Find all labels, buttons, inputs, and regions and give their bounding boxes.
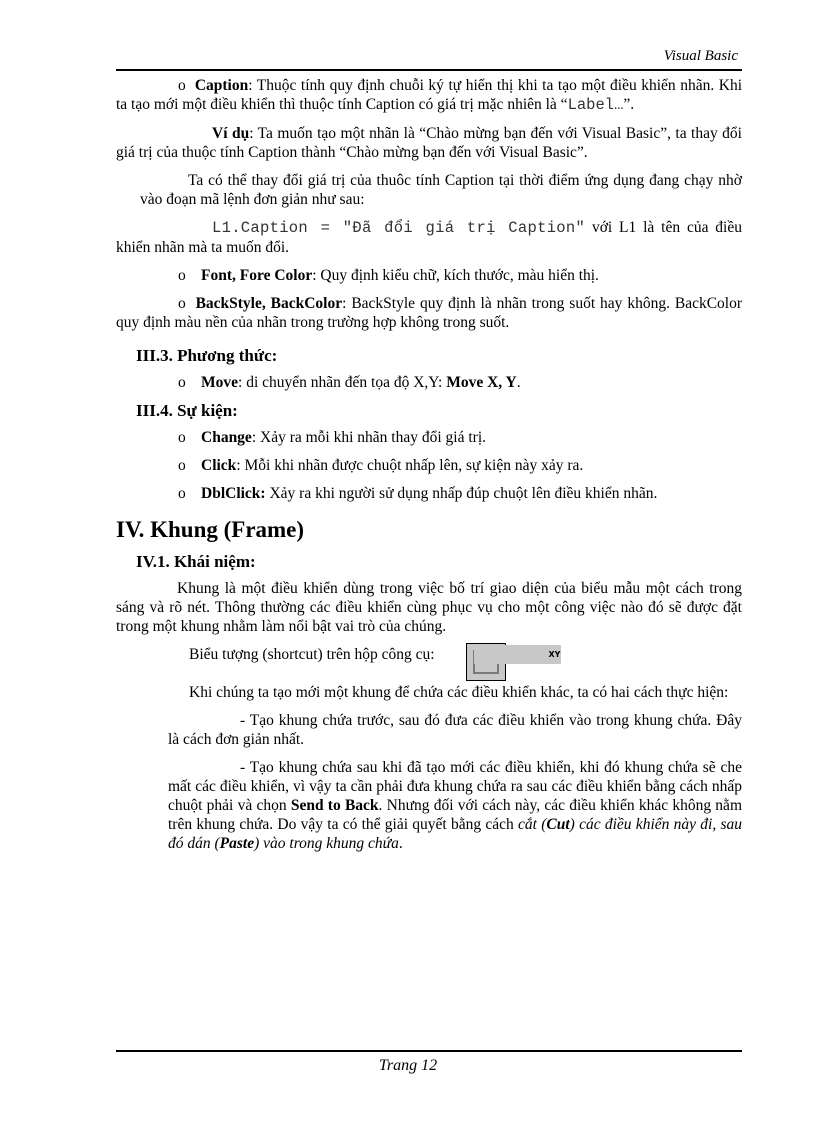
- bullet-ring: o: [178, 485, 186, 502]
- bullet-ring: o: [178, 77, 186, 94]
- font-item: o Font, Fore Color: Quy định kiểu chữ, kích thước, màu hiển thị.: [178, 267, 599, 284]
- bullet-ring: o: [178, 429, 186, 446]
- running-header: Visual Basic: [663, 48, 738, 64]
- bullet-ring: o: [178, 295, 186, 312]
- runtime-paragraph: Ta có thể thay đổi giá trị của thuôc tính Caption tại thời điểm ứng dụng đang chạy nhờ vào đoạn mã lệnh đơn giản như sau:: [140, 172, 742, 208]
- concept-heading: IV.1. Khái niệm:: [136, 552, 256, 571]
- footer-rule: [116, 1050, 742, 1052]
- example-label: Ví dụ: [212, 125, 250, 142]
- code-paragraph: L1.Caption = "Đã đổi giá trị Caption" với L1 là tên của điều khiển nhãn mà ta muốn đổi.: [116, 219, 742, 256]
- frame-heading: IV. Khung (Frame): [116, 517, 305, 542]
- ways-list: [116, 711, 742, 853]
- event-item-dblclick: o DblClick: Xảy ra khi người sử dụng nhấp đúp chuột lên điều khiển nhãn.: [178, 485, 658, 502]
- way-two: - Tạo khung chứa sau khi đã tạo mới các điều khiển, khi đó khung chứa sẽ che mất các điều khiển, vì vậy ta cần phải đưa khung chứa ra sau các điều khiển bằng cách nhấp chuột phải và chọn Send to Back. Nhưng đối với cách này, các điều khiển khác không nằm trên khung chứa. Do vậy ta có thể giải quyết bằng cách cắt (Cut) các điều khiển này đi, sau đó dán (Paste) vào trong khung chứa.: [168, 759, 743, 852]
- event-item-click: o Click: Mỗi khi nhãn được chuột nhấp lên, sự kiện này xảy ra.: [178, 457, 584, 474]
- create-paragraph: Khi chúng ta tạo mới một khung để chứa các điều khiển khác, ta có hai cách thực hiện:: [189, 684, 729, 701]
- way-one: - Tạo khung chứa trước, sau đó đưa các điều khiển vào trong khung chứa. Đây là cách đơn giản nhất.: [168, 712, 742, 748]
- code-snippet: L1.Caption = "Đã đổi giá trị Caption": [212, 219, 586, 237]
- backstyle-item: o BackStyle, BackColor: BackStyle quy định là nhãn trong suốt hay không. BackColor quy định màu nền của nhãn trong trường hợp không trong suốt.: [116, 295, 743, 331]
- bullet-ring: o: [178, 374, 186, 391]
- bullet-ring: o: [178, 267, 186, 284]
- example-paragraph: Ví dụ: Ta muốn tạo một nhãn là “Chào mừng bạn đến với Visual Basic”, ta thay đổi giá trị của thuộc tính Caption thành “Chào mừng bạn đến với Visual Basic”.: [116, 125, 742, 161]
- icon-line: Biểu tượng (shortcut) trên hộp công cụ: XY: [116, 645, 742, 681]
- frame-tool-icon: XY: [466, 643, 506, 681]
- caption-item: o Caption: Thuộc tính quy định chuỗi ký tự hiển thị khi ta tạo một điều khiển nhãn. Khi ta tạo mới một điều khiển thì thuộc tính Caption có giá trị mặc nhiên là “Label…”.: [116, 77, 743, 114]
- frame-intro: Khung là một điều khiển dùng trong việc bố trí giao diện của biểu mẫu một cách trong sáng và rõ nét. Thông thường các điều khiển cùng phục vụ cho một công việc nào đó sẽ được đặt trong một khung nhằm làm nổi bật vai trò của chúng.: [116, 580, 742, 635]
- header-rule: [116, 69, 742, 71]
- bullet-ring: o: [178, 457, 186, 474]
- move-item: o Move: di chuyển nhãn đến tọa độ X,Y: Move X, Y.: [178, 374, 521, 391]
- events-heading: III.4. Sự kiện:: [136, 401, 238, 420]
- methods-heading: III.3. Phương thức:: [136, 346, 278, 365]
- page-number: Trang 12: [378, 1057, 438, 1074]
- page-body: [116, 76, 742, 853]
- caption-term: Caption: [194, 77, 249, 94]
- event-item-change: o Change: Xảy ra mỗi khi nhãn thay đổi giá trị.: [178, 429, 487, 446]
- caption-default-value: Label…: [567, 96, 624, 114]
